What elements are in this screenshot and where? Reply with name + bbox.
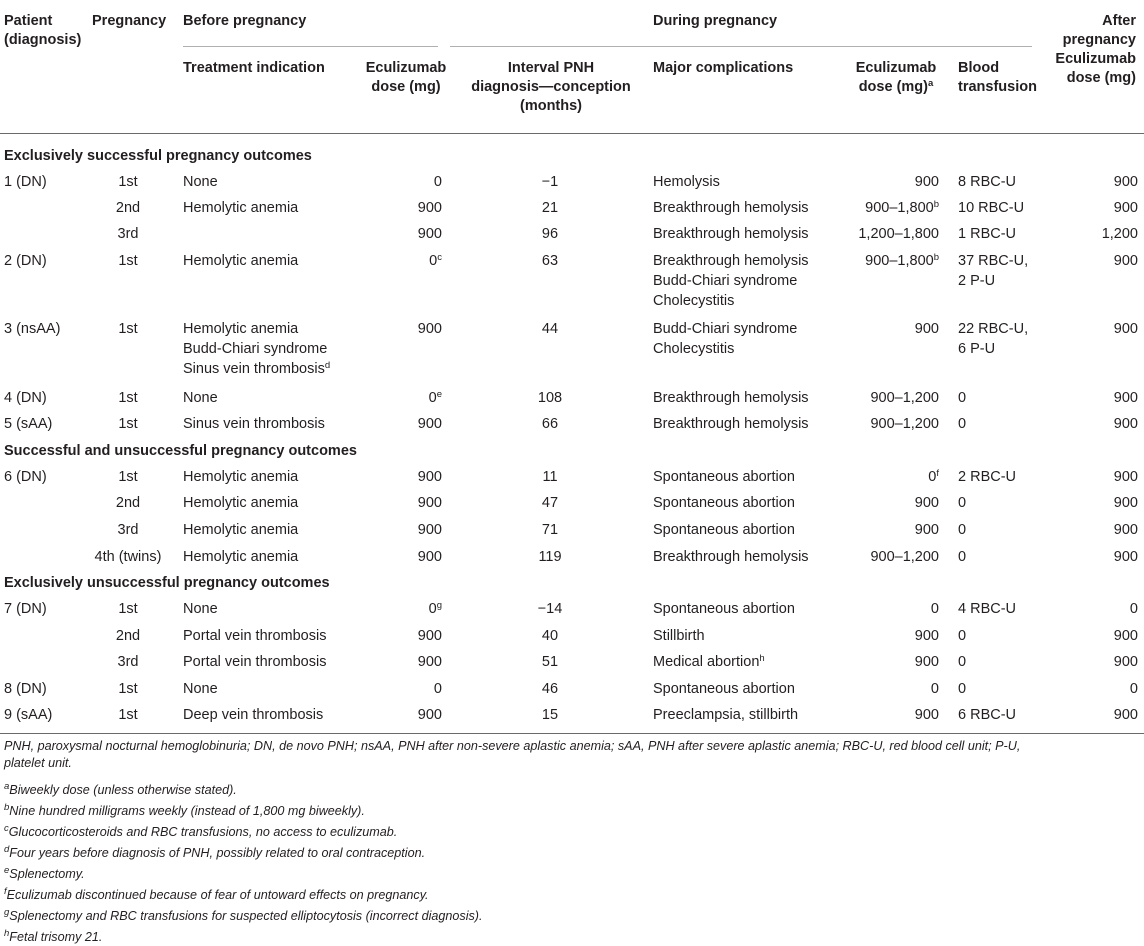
cell-treatment-indication: Sinus vein thrombosis xyxy=(183,416,325,432)
cell-interval: 40 xyxy=(541,628,559,644)
cell-eculizumab-before: 900 xyxy=(417,707,442,723)
cell-blood-transfusion: 0 xyxy=(958,628,967,644)
footnote: PNH, paroxysmal nocturnal hemoglobinuria; DN, de novo PNH; nsAA, PNH after non-severe aplastic anemia; sAA, PNH after severe aplastic anemia; RBC-U, red blood cell unit; P-U, xyxy=(4,739,1021,753)
cell-eculizumab-after: 1,200 xyxy=(1101,226,1138,242)
cell-major-complications: Spontaneous abortion xyxy=(653,681,795,697)
footnote: $^h$Fetal trisomy 21. xyxy=(4,928,103,944)
cell-major-complications: Breakthrough hemolysis xyxy=(653,390,809,406)
cell-pregnancy: 1st xyxy=(118,321,138,337)
cell-eculizumab-after: 900 xyxy=(1113,390,1138,406)
cell-eculizumab-during: 900 xyxy=(914,522,939,538)
footnote: $^b$Nine hundred milligrams weekly (instead of 1,800 mg biweekly). xyxy=(4,802,365,818)
footnote: platelet unit. xyxy=(4,756,72,770)
cell-eculizumab-during: 900 xyxy=(914,628,939,644)
header-patient: Patient (diagnosis) xyxy=(4,13,82,48)
cell-interval: 63 xyxy=(541,253,559,269)
header-rule xyxy=(0,133,1144,134)
cell-eculizumab-before: 900 xyxy=(417,522,442,538)
cell-eculizumab-after: 900 xyxy=(1113,174,1138,190)
section-heading: Exclusively successful pregnancy outcomes xyxy=(4,148,312,164)
cell-pregnancy: 4th (twins) xyxy=(94,549,162,565)
cell-major-complications: Spontaneous abortion xyxy=(653,522,795,538)
cell-pregnancy: 2nd xyxy=(115,200,141,216)
cell-interval: 119 xyxy=(538,549,562,565)
cell-eculizumab-during: 0$^f$ xyxy=(928,468,939,485)
cell-interval: −1 xyxy=(541,174,559,190)
cell-eculizumab-before: 900 xyxy=(417,654,442,670)
footnote: $^g$Splenectomy and RBC transfusions for suspected elliptocytosis (incorrect diagnosis). xyxy=(4,907,483,923)
cell-patient: 7 (DN) xyxy=(4,601,47,617)
cell-treatment-indication: Hemolytic anemia xyxy=(183,549,299,565)
cell-eculizumab-during: 900 xyxy=(914,654,939,670)
cell-major-complications: Budd-Chiari syndrome Cholecystitis xyxy=(653,321,798,357)
cell-blood-transfusion: 0 xyxy=(958,522,967,538)
cell-eculizumab-during: 900–1,800$^b$ xyxy=(865,199,939,216)
cell-eculizumab-before: 900 xyxy=(417,495,442,511)
cell-eculizumab-during: 0 xyxy=(930,681,939,697)
cell-pregnancy: 1st xyxy=(118,253,138,269)
cell-treatment-indication: Hemolytic anemia xyxy=(183,200,299,216)
cell-blood-transfusion: 0 xyxy=(958,549,967,565)
cell-eculizumab-during: 1,200–1,800 xyxy=(858,226,939,242)
cell-eculizumab-before: 900 xyxy=(417,469,442,485)
cell-blood-transfusion: 0 xyxy=(958,681,967,697)
header-treatment-indication: Treatment indication xyxy=(183,60,325,76)
cell-eculizumab-after: 0 xyxy=(1129,681,1138,697)
cell-blood-transfusion: 10 RBC-U xyxy=(958,200,1025,216)
header-pregnancy: Pregnancy xyxy=(92,13,167,29)
cell-pregnancy: 1st xyxy=(118,469,138,485)
footer-rule xyxy=(0,733,1144,734)
cell-interval: 108 xyxy=(537,390,563,406)
header-eculizumab-before: Eculizumab dose (mg) xyxy=(365,60,447,95)
cell-eculizumab-after: 900 xyxy=(1113,549,1138,565)
cell-patient: 3 (nsAA) xyxy=(4,321,61,337)
header-major-complications: Major complications xyxy=(653,60,794,76)
cell-blood-transfusion: 0 xyxy=(958,390,967,406)
cell-major-complications: Preeclampsia, stillbirth xyxy=(653,707,799,723)
cell-blood-transfusion: 0 xyxy=(958,495,967,511)
cell-eculizumab-before: 0e xyxy=(428,389,442,406)
cell-treatment-indication: None xyxy=(183,174,218,190)
cell-treatment-indication: None xyxy=(183,601,218,617)
cell-major-complications: Stillbirth xyxy=(653,628,705,644)
cell-treatment-indication: Portal vein thrombosis xyxy=(183,628,327,644)
cell-treatment-indication: Hemolytic anemia Budd-Chiari syndrome Sinus vein thrombosis$^d$ xyxy=(183,321,331,377)
cell-blood-transfusion: 1 RBC-U xyxy=(958,226,1017,242)
footnote: $^a$Biweekly dose (unless otherwise stated). xyxy=(4,781,237,797)
section-heading: Successful and unsuccessful pregnancy outcomes xyxy=(4,443,357,459)
cell-eculizumab-after: 900 xyxy=(1113,469,1138,485)
cell-treatment-indication: Deep vein thrombosis xyxy=(183,707,324,723)
cell-eculizumab-before: 900 xyxy=(417,321,442,337)
cell-major-complications: Breakthrough hemolysis Budd-Chiari syndrome Cholecystitis xyxy=(653,253,809,309)
cell-interval: 47 xyxy=(541,495,559,511)
cell-blood-transfusion: 2 RBC-U xyxy=(958,469,1017,485)
header-before-pregnancy: Before pregnancy xyxy=(183,13,307,29)
cell-patient: 2 (DN) xyxy=(4,253,47,269)
cell-treatment-indication: None xyxy=(183,390,218,406)
cell-interval: 15 xyxy=(541,707,559,723)
cell-pregnancy: 2nd xyxy=(115,628,141,644)
cell-patient: 6 (DN) xyxy=(4,469,47,485)
cell-eculizumab-during: 0 xyxy=(930,601,939,617)
cell-major-complications: Spontaneous abortion xyxy=(653,495,795,511)
cell-eculizumab-after: 900 xyxy=(1113,253,1138,269)
cell-blood-transfusion: 6 RBC-U xyxy=(958,707,1017,723)
cell-patient: 5 (sAA) xyxy=(4,416,53,432)
cell-major-complications: Spontaneous abortion xyxy=(653,601,795,617)
cell-eculizumab-after: 0 xyxy=(1129,601,1138,617)
footnote: $^e$Splenectomy. xyxy=(4,865,85,881)
cell-pregnancy: 1st xyxy=(118,390,138,406)
footnote: $^d$Four years before diagnosis of PNH, possibly related to oral contraception. xyxy=(4,844,426,860)
cell-eculizumab-after: 900 xyxy=(1113,321,1138,337)
cell-eculizumab-during: 900–1,200 xyxy=(870,390,939,406)
cell-eculizumab-before: 900 xyxy=(417,226,442,242)
cell-pregnancy: 1st xyxy=(118,416,138,432)
cell-eculizumab-before: 0 xyxy=(433,681,442,697)
cell-pregnancy: 3rd xyxy=(117,654,139,670)
cell-major-complications: Hemolysis xyxy=(653,174,720,190)
cell-eculizumab-after: 900 xyxy=(1113,495,1138,511)
cell-major-complications: Breakthrough hemolysis xyxy=(653,226,809,242)
cell-blood-transfusion: 4 RBC-U xyxy=(958,601,1017,617)
cell-blood-transfusion: 0 xyxy=(958,654,967,670)
cell-blood-transfusion: 0 xyxy=(958,416,967,432)
cell-interval: 51 xyxy=(541,654,559,670)
cell-pregnancy: 3rd xyxy=(117,226,139,242)
cell-eculizumab-after: 900 xyxy=(1113,654,1138,670)
cell-treatment-indication: Hemolytic anemia xyxy=(183,469,299,485)
cell-pregnancy: 1st xyxy=(118,681,138,697)
cell-treatment-indication: Hemolytic anemia xyxy=(183,253,299,269)
cell-eculizumab-before: 900 xyxy=(417,416,442,432)
cell-eculizumab-after: 900 xyxy=(1113,200,1138,216)
header-after-pregnancy: After pregnancy xyxy=(1062,13,1136,48)
cell-interval: −14 xyxy=(537,601,563,617)
cell-major-complications: Breakthrough hemolysis xyxy=(653,200,809,216)
cell-pregnancy: 1st xyxy=(118,707,138,723)
header-interval: Interval PNH diagnosis—conception (months) xyxy=(471,60,631,114)
footnote: $^f$Eculizumab discontinued because of fear of untoward effects on pregnancy. xyxy=(4,886,429,902)
cell-interval: 44 xyxy=(541,321,559,337)
section-heading: Exclusively unsuccessful pregnancy outcomes xyxy=(4,575,330,591)
cell-treatment-indication: Portal vein thrombosis xyxy=(183,654,327,670)
header-blood-transfusion: Blood transfusion xyxy=(958,60,1037,95)
cell-blood-transfusion: 22 RBC-U, 6 P-U xyxy=(958,321,1029,357)
cell-treatment-indication: None xyxy=(183,681,218,697)
cell-interval: 96 xyxy=(541,226,559,242)
footnote: $^c$Glucocorticosteroids and RBC transfusions, no access to eculizumab. xyxy=(4,823,398,839)
cell-eculizumab-during: 900 xyxy=(914,707,939,723)
cell-blood-transfusion: 37 RBC-U, 2 P-U xyxy=(958,253,1029,289)
cell-eculizumab-during: 900–1,200 xyxy=(870,416,939,432)
cell-major-complications: Breakthrough hemolysis xyxy=(653,549,809,565)
cell-interval: 66 xyxy=(541,416,559,432)
cell-patient: 9 (sAA) xyxy=(4,707,53,723)
cell-interval: 71 xyxy=(541,522,559,538)
cell-eculizumab-after: 900 xyxy=(1113,416,1138,432)
cell-interval: 21 xyxy=(541,200,559,216)
cell-pregnancy: 2nd xyxy=(115,495,141,511)
cell-treatment-indication: Hemolytic anemia xyxy=(183,495,299,511)
header-during-pregnancy: During pregnancy xyxy=(653,13,778,29)
cell-pregnancy: 1st xyxy=(118,601,138,617)
cell-eculizumab-before: 900 xyxy=(417,549,442,565)
cell-eculizumab-before: 0$^c$ xyxy=(429,252,442,269)
header-underline-before xyxy=(183,46,438,47)
cell-major-complications: Breakthrough hemolysis xyxy=(653,416,809,432)
cell-eculizumab-after: 900 xyxy=(1113,628,1138,644)
header-eculizumab-after: Eculizumab dose (mg) xyxy=(1055,51,1136,86)
cell-major-complications: Medical abortion$^h$ xyxy=(653,653,765,670)
cell-eculizumab-during: 900–1,200 xyxy=(870,549,939,565)
cell-eculizumab-during: 900 xyxy=(914,174,939,190)
cell-pregnancy: 1st xyxy=(118,174,138,190)
cell-patient: 1 (DN) xyxy=(4,174,47,190)
cell-eculizumab-before: 900 xyxy=(417,200,442,216)
cell-eculizumab-after: 900 xyxy=(1113,522,1138,538)
cell-eculizumab-after: 900 xyxy=(1113,707,1138,723)
cell-patient: 8 (DN) xyxy=(4,681,47,697)
cell-patient: 4 (DN) xyxy=(4,390,47,406)
cell-treatment-indication: Hemolytic anemia xyxy=(183,522,299,538)
header-eculizumab-during: Eculizumab dose (mg)$^a$ xyxy=(855,60,937,95)
cell-interval: 46 xyxy=(541,681,559,697)
cell-eculizumab-during: 900 xyxy=(914,321,939,337)
cell-eculizumab-during: 900 xyxy=(914,495,939,511)
header-underline-during xyxy=(450,46,1032,47)
cell-eculizumab-during: 900–1,800$^b$ xyxy=(865,252,939,269)
cell-major-complications: Spontaneous abortion xyxy=(653,469,795,485)
cell-eculizumab-before: 0 xyxy=(433,174,442,190)
cell-interval: 11 xyxy=(542,469,558,485)
cell-pregnancy: 3rd xyxy=(117,522,139,538)
cell-blood-transfusion: 8 RBC-U xyxy=(958,174,1017,190)
cell-eculizumab-before: 900 xyxy=(417,628,442,644)
cell-eculizumab-before: 0$^g$ xyxy=(428,600,442,617)
